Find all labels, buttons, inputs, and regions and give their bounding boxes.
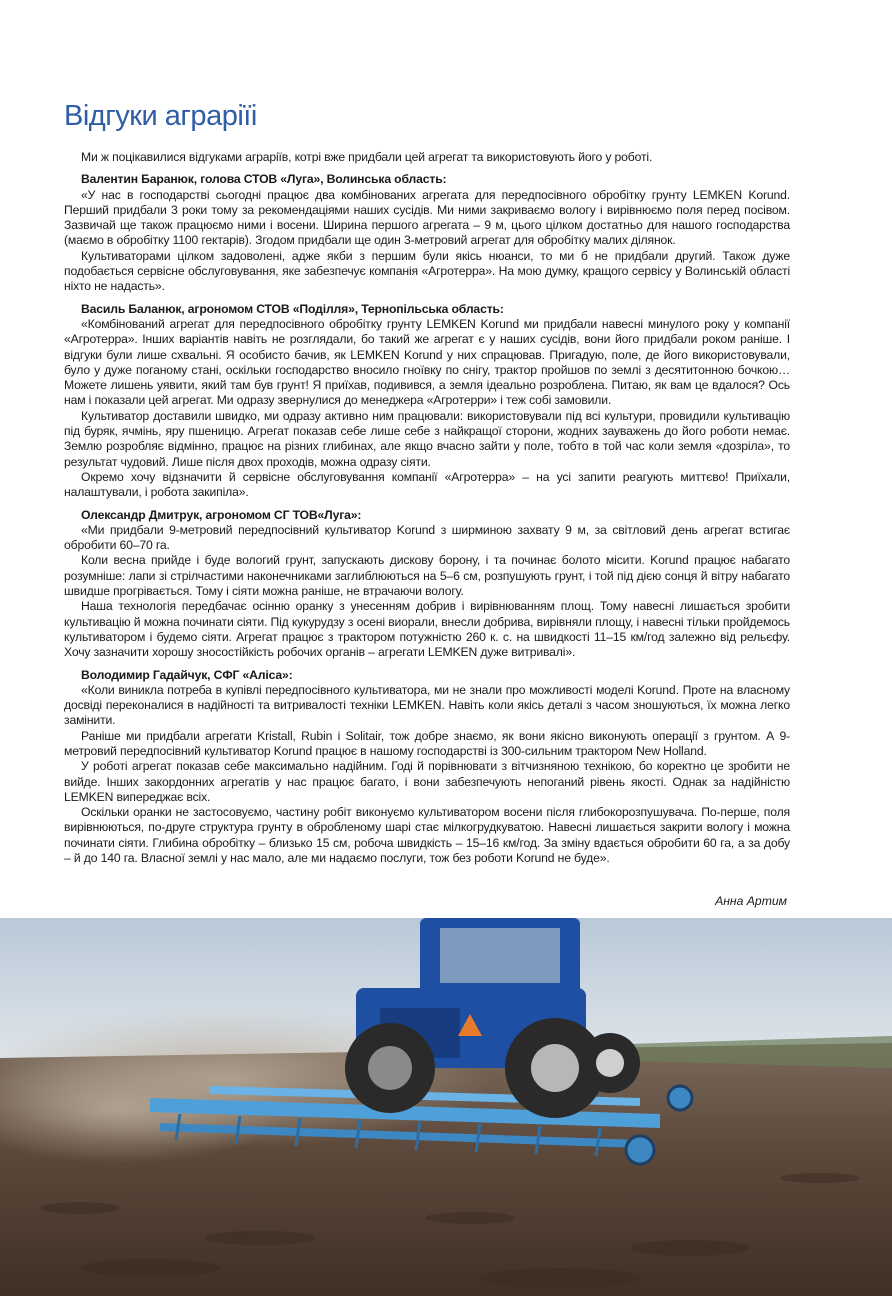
review-paragraph: «Комбінований агрегат для передпосівного обробітку грунту LEMKEN Korund ми придбали навесні минулого року у компанії «Агротерра». Інших варіантів навіть не розглядали, бо такий же агрегат є у наших сусідів, вони його придбали роком раніше. І відгуки були лише схвальні. Я особисто бачив, як LEMKEN Korund у них спрацював. Пригадую, поле, де його використовували, було у дуже поганому стані, оскільки господарство вносило гноївку по снігу, трактор пройшов по землі з десятитонною бочкою… Можете лишень уявити, який там був грунт! Я приїхав, подивився, а земля ідеально розроблена. Питаю, як вам це вдалося? Ось нам і показали цей агрегат. Ми одразу звернулися до менеджера «Агротерри» і теж собі замовили. [64,316,790,408]
review-paragraph: «У нас в господарстві сьогодні працює два комбінованих агрегата для передпосівного обробітку грунту LEMKEN Korund. Перший придбали 3 роки тому за рекомендаціями наших сусідів. Ми ними закриваємо вологу і вирівнюємо поля перед посівом. Зазвичай ще також працюємо ними і восени. Ширина першого агрегата – 9 м, цього цілком достатньо для нашого господарства (маємо в обробітку 1100 гектарів). Згодом придбали ще один 3-метровий агрегат для обробітку малих ділянок. [64,187,790,248]
page-title: Відгуки аграріїі [64,100,257,132]
review-paragraph: «Ми придбали 9-метровий передпосівний культиватор Korund з ширминою захвату 9 м, за світловий день агрегат встигає обробити 60–70 га. [64,522,790,553]
review-author: Василь Баланюк, агрономом СТОВ «Поділля», Тернопільська область: [81,301,504,316]
review-author: Олександр Дмитрук, агрономом СГ ТОВ«Луга»: [81,507,362,522]
review-paragraph: Наша технологія передбачає осінню оранку з унесенням добрив і вирівнюванням площ. Тому навесні лишається зробити культивацію й можна починати сіяти. Під кукурудзу з осені виорали, внесли добрива, вирівняли площу, і навесні тільки пройдемось культиватором і будемо сіяти. Агрегат працює з трактором потужністю 260 к. с. на швидкості 11–15 км/год залежно від рельєфу. Хочу зазначити хорошу зносостійкість робочих органів – агрегати LEMKEN дуже витривалі». [64,599,790,660]
review-balaniuk [64,302,790,501]
intro-block [64,150,790,165]
review-dmytruk [64,508,790,661]
article-body [64,150,790,873]
tractor-photo [0,918,892,1296]
tractor-photo-illustration [0,918,892,1296]
review-author: Володимир Гадайчук, СФГ «Аліса»: [81,667,293,682]
review-paragraph: Культиватор доставили швидко, ми одразу активно ним працювали: використовували під всі культури, провидили культивацію під буряк, ячмінь, яру пшеницю. Агрегат показав себе лише себе з найкращої сторони, жодних зауважень до його роботи немає. Землю розробляє відмінно, працює на різних глибинах, але якщо вчасно зайти у поле, тобто в той час коли земля «дозріла», то результат чудовий. Лише після двох проходів, можна одразу сіяти. [64,408,790,469]
review-paragraph: Раніше ми придбали агрегати Kristall, Rubin і Solitair, тож добре знаємо, як вони якісно виконують операції з грунтом. А 9-метровий передпосівний культиватор Korund працює в нашому господарстві із 300-сильним трактором New Holland. [64,728,790,758]
review-paragraph: «Коли виникла потреба в купівлі передпосівного культиватора, ми не знали про можливості моделі Korund. Проте на власному досвіді переконалися в надійності та витривалості техніки LEMKEN. Навіть коли якісь деталі з часом зношуються, їх можна легко замінити. [64,682,790,728]
review-paragraph: Оскільки оранки не застосовуємо, частину робіт виконуємо культиватором восени після глибокорозпушувача. По-перше, поля вирівнюються, по-друге структура грунту в обробленому шарі стає мілкогрудкуватою. Навесні лишається закрити вологу і можна починати сіяти. Глибина обробітку – близько 15 см, робоча швидкість – 15–16 км/год. За зміну вдається обробити 60 га, а за добу – й до 140 га. Власної землі у нас мало, але ми надаємо послуги, тож без роботи Korund не буде». [64,805,790,866]
review-paragraph: Коли весна прийде і буде вологий грунт, запускають дискову борону, і та починає болото місити. Korund працює набагато розумніше: лапи зі стрілчастими наконечниками заглиблюються на 5–6 см, розпушують грунт, і той під дією сонця й вітру набагато швидше прогрівається. Тому і сіяти можна раніше, не втрачаючи вологу. [64,553,790,599]
review-paragraph: Окремо хочу відзначити й сервісне обслуговування компанії «Агротерра» – на усі запити реагують миттєво! Приїхали, налаштували, і робота закипіла». [64,469,790,500]
review-paragraph: У роботі агрегат показав себе максимально надійним. Годі й порівнювати з вітчизняною технікою, бо коректно це зробити не вийде. Інших закордонних агрегатів у нас працює багато, і вони забезпечують непоганий рівень якості. Однак за надійністю LEMKEN випереджає всіх. [64,759,790,804]
review-author: Валентин Баранюк, голова СТОВ «Луга», Волинська область: [81,172,447,187]
review-paragraph: Культиваторами цілком задоволені, адже якби з першим були якісь нюанси, то ми б не придбали другий. Також дуже подобається сервісне обслуговування, яке забезпечує компанія «Агротерра». На мою думку, кращого сервісу у Волинській області ніхто не надасть». [64,248,790,294]
intro-paragraph: Ми ж поцікавилися відгуками аграріїв, котрі вже придбали цей агрегат та використовують його у роботі. [81,150,653,164]
review-hadaichuk [64,668,790,867]
review-baraniuk [64,172,790,294]
author-signature: Анна Артим [715,894,787,908]
